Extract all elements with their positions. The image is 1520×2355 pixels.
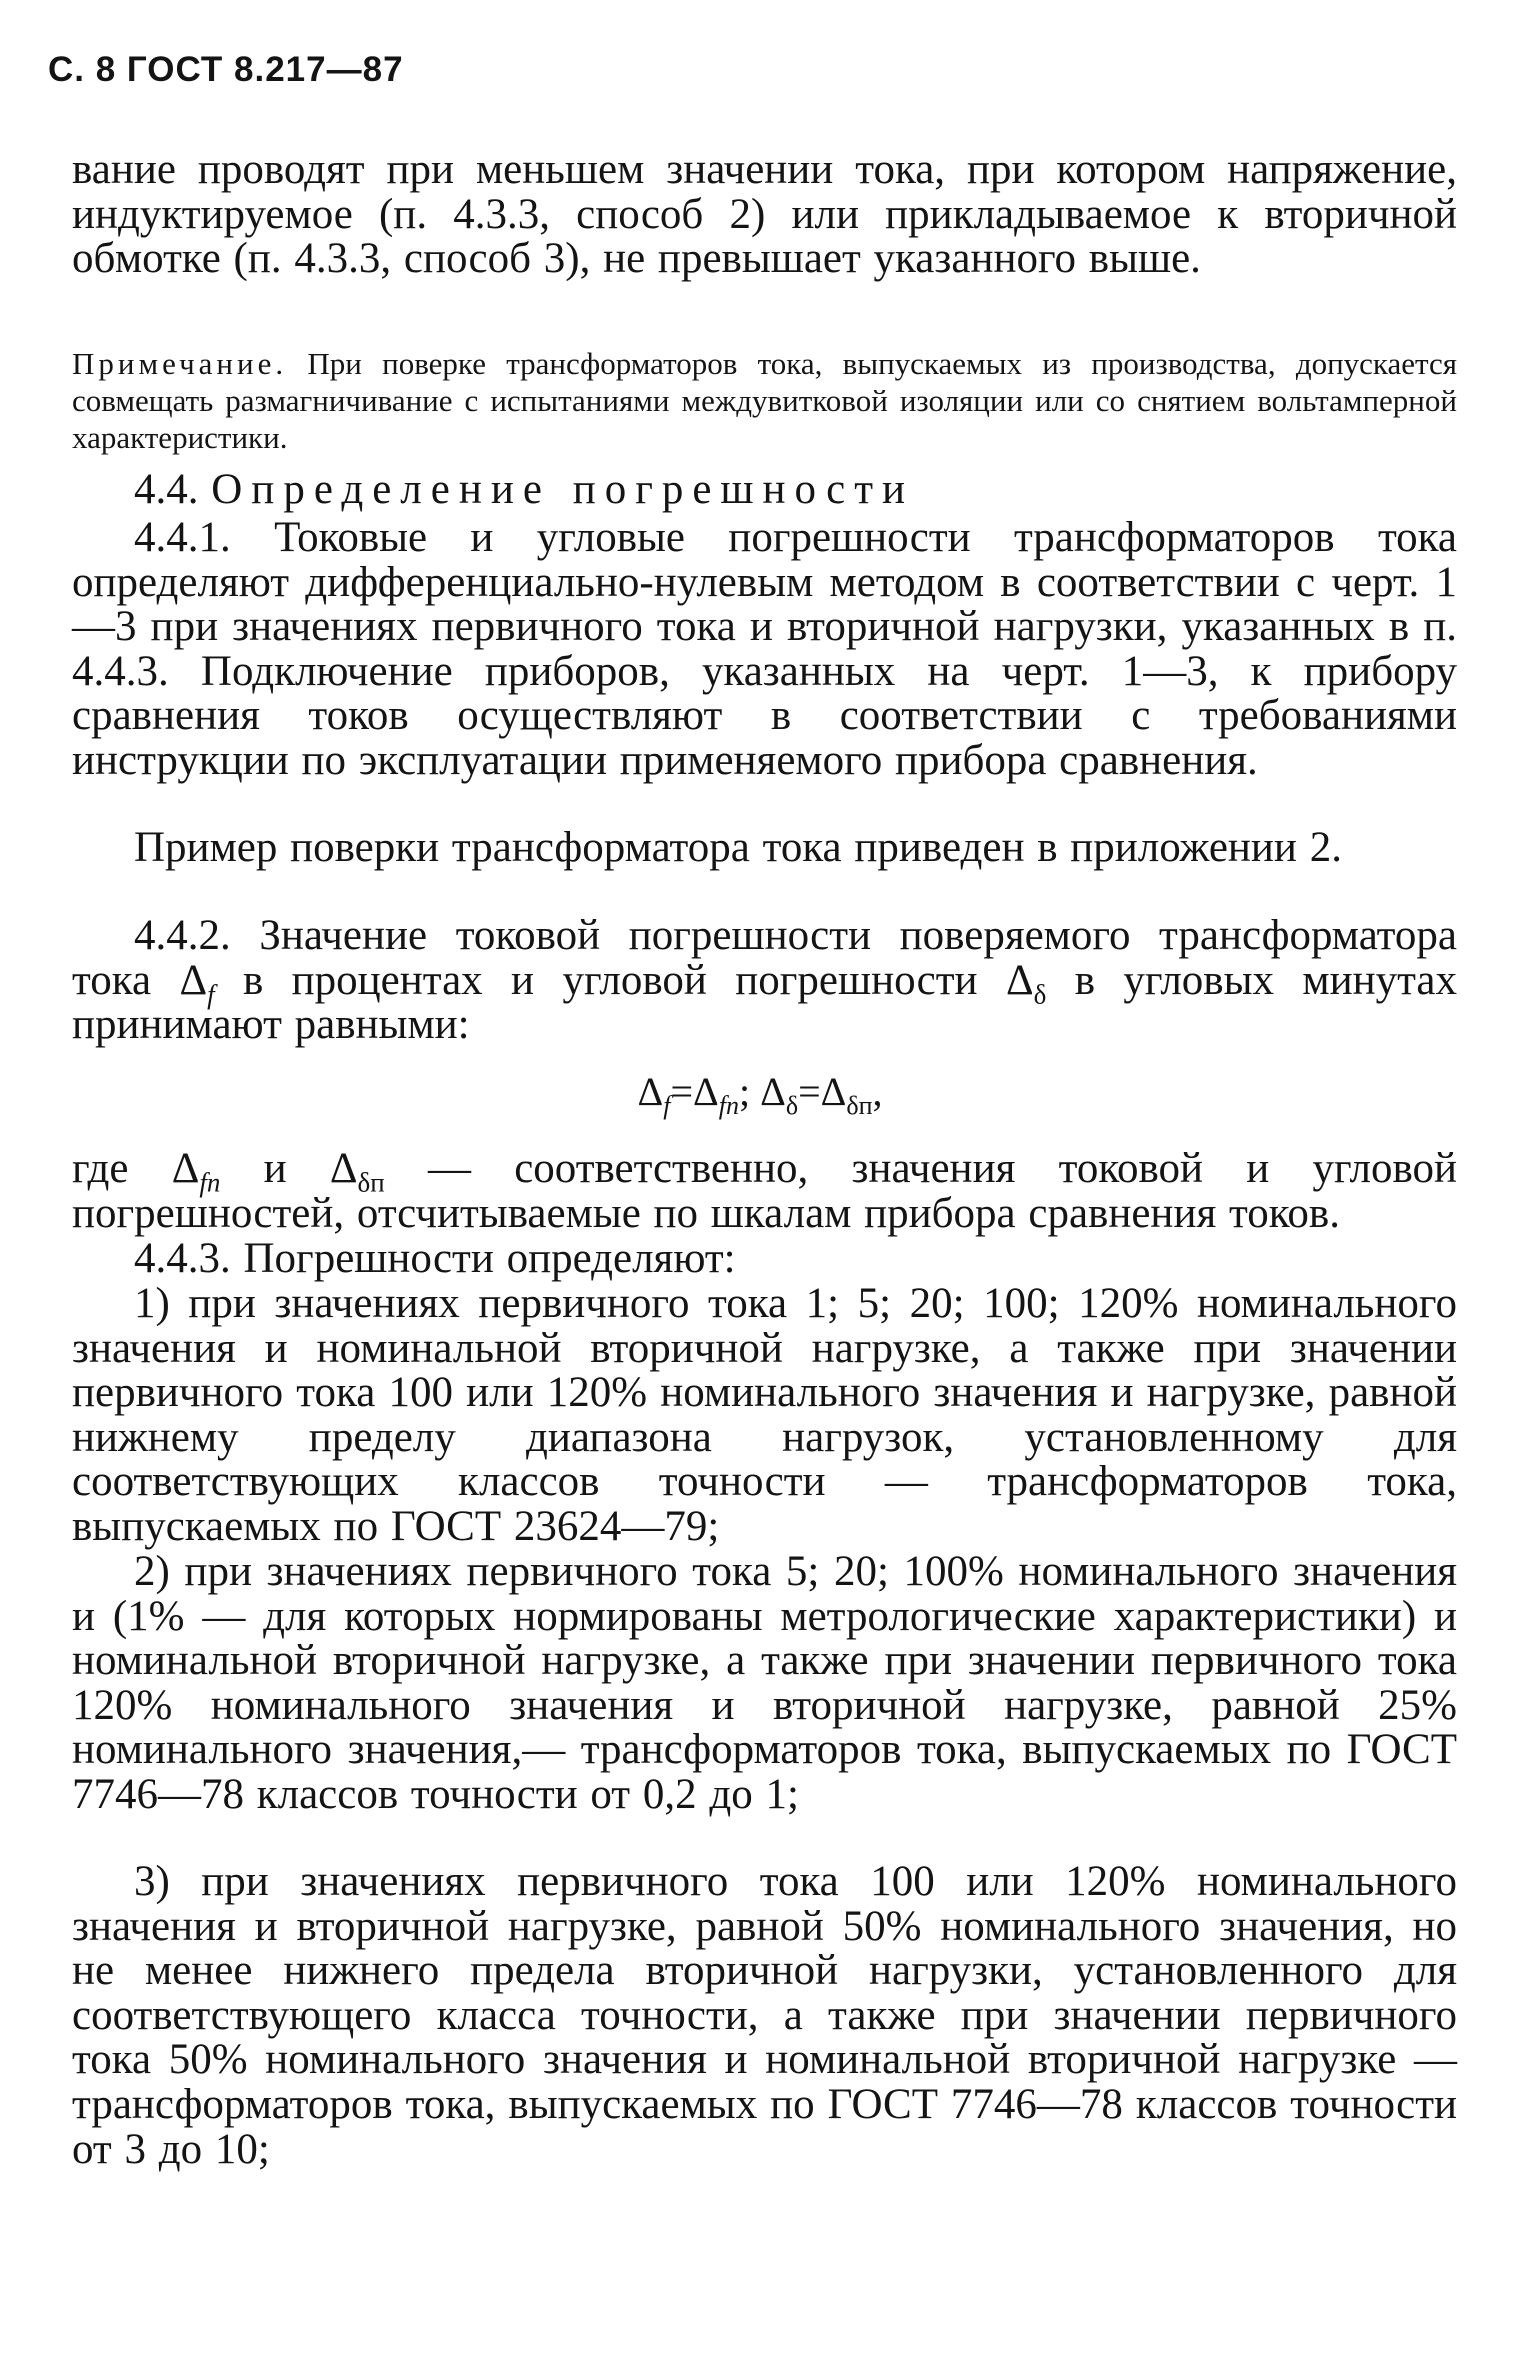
delta-glyph: Δ [179,956,208,1004]
section-title: Определение погрешности [211,466,915,513]
paragraph-4-4-1: 4.4.1. Токовые и угловые погрешности трансформаторов тока определяют дифференциально-нулевым методом в соответствии с черт. 1—3 при значениях первичного тока и вторичной нагрузки, указанных в п. 4.4.3. Подключение приборов, указанных на черт. 1—3, к прибору сравнения токов осуществляют в соответствии с требованиями инструкции по эксплуатации применяемого прибора сравнения. [72,514,1457,784]
p442-text-1: 4.4.2. Значение токовой погрешности поверяемого трансформатора тока [72,912,1457,1004]
subscript: δп [357,1167,385,1198]
list-item: 2) при значениях первичного тока 5; 20; 100% номинального значения и (1% — для которых нормированы метрологические характеристики) и номинальной вторичной нагрузке, а также при значении первичного тока 120% номинального значения и вторичной нагрузке, равной 25% номинального значения,— трансформаторов тока, выпускаемых по ГОСТ 7746—78 классов точности от 0,2 до 1; [72,1548,1457,1818]
page-header: С. 8 ГОСТ 8.217—87 [48,50,404,89]
formula-equals: =Δ [798,1069,847,1114]
where-symbol-2 [329,1145,385,1198]
section-heading [72,468,1457,513]
note-label: Примечание. [72,346,288,381]
note-text: При поверке трансформаторов тока, выпускаемых из производства, допускается совмещать размагничивание с испытаниями междувитковой изоляции или со снятием вольтамперной характеристики. [72,346,1457,455]
delta-glyph: Δ [1005,956,1034,1004]
p442-text-2: в процентах и угловой погрешности [214,956,1006,1004]
section-number: 4.4. [134,466,199,513]
formula-equals: =Δ [670,1069,719,1114]
where-text-2: и [220,1145,330,1192]
formula-subscript: f [663,1091,671,1120]
delta-glyph: Δ [329,1145,358,1192]
subscript: f [207,979,215,1010]
where-symbol-1 [171,1145,221,1198]
formula-delta: Δ [760,1069,786,1114]
list-item: 1) при значениях первичного тока 1; 5; 20; 100; 120% номинального значения и номинальной вторичной нагрузке, а также при значении первичного тока 100 или 120% номинального значения и нагрузке, равной нижнему пределу диапазона нагрузок, установленному для соответствующих классов точности — трансформаторов тока, выпускаемых по ГОСТ 23624—79; [72,1280,1457,1550]
paragraph-4-4-3: 4.4.3. Погрешности определяют: [134,1235,736,1282]
list-item: 3) при значениях первичного тока 100 или 120% номинального значения и вторичной нагрузке, равной 50% номинального значения, но не менее нижнего предела вторичной нагрузки, установленного для соответствующего класса точности, а также при значении первичного тока 50% номинального значения и номинальной вторичной нагрузке — трансформаторов тока, выпускаемых по ГОСТ 7746—78 классов точности от 3 до 10; [72,1858,1457,2173]
subscript: δ [1033,979,1047,1010]
formula-delta: Δ [637,1069,664,1114]
formula [0,1068,1520,1120]
where-text-1: где [72,1145,172,1192]
formula-subscript: δп [846,1091,873,1120]
where-paragraph [72,1147,1457,1236]
subscript: fп [199,1167,221,1198]
delta-glyph: Δ [171,1145,200,1192]
formula-end: , [872,1069,883,1114]
note-paragraph [72,345,1457,456]
paragraph-example: Пример поверки трансформатора тока приведен в приложении 2. [134,824,1342,871]
p442-text-3: в угловых минутах принимают равными: [72,956,1457,1049]
formula-subscript: δ [785,1091,799,1120]
current-error-symbol [179,956,215,1010]
continuation-paragraph: вание проводят при меньшем значении тока, при котором напряжение, индуктируемое (п. 4.3.3, способ 2) или прикладываемое к вторичной обмотке (п. 4.3.3, способ 3), не превышает указанного выше. [72,146,1457,283]
formula-subscript: fп [718,1091,739,1120]
paragraph-4-4-2 [72,914,1457,1048]
angle-error-symbol [1005,956,1047,1010]
formula-separator: ; [738,1069,761,1114]
where-text-3: — соответственно, значения токовой и угловой погрешностей, отсчитываемые по шкалам прибора сравнения токов. [72,1145,1457,1237]
